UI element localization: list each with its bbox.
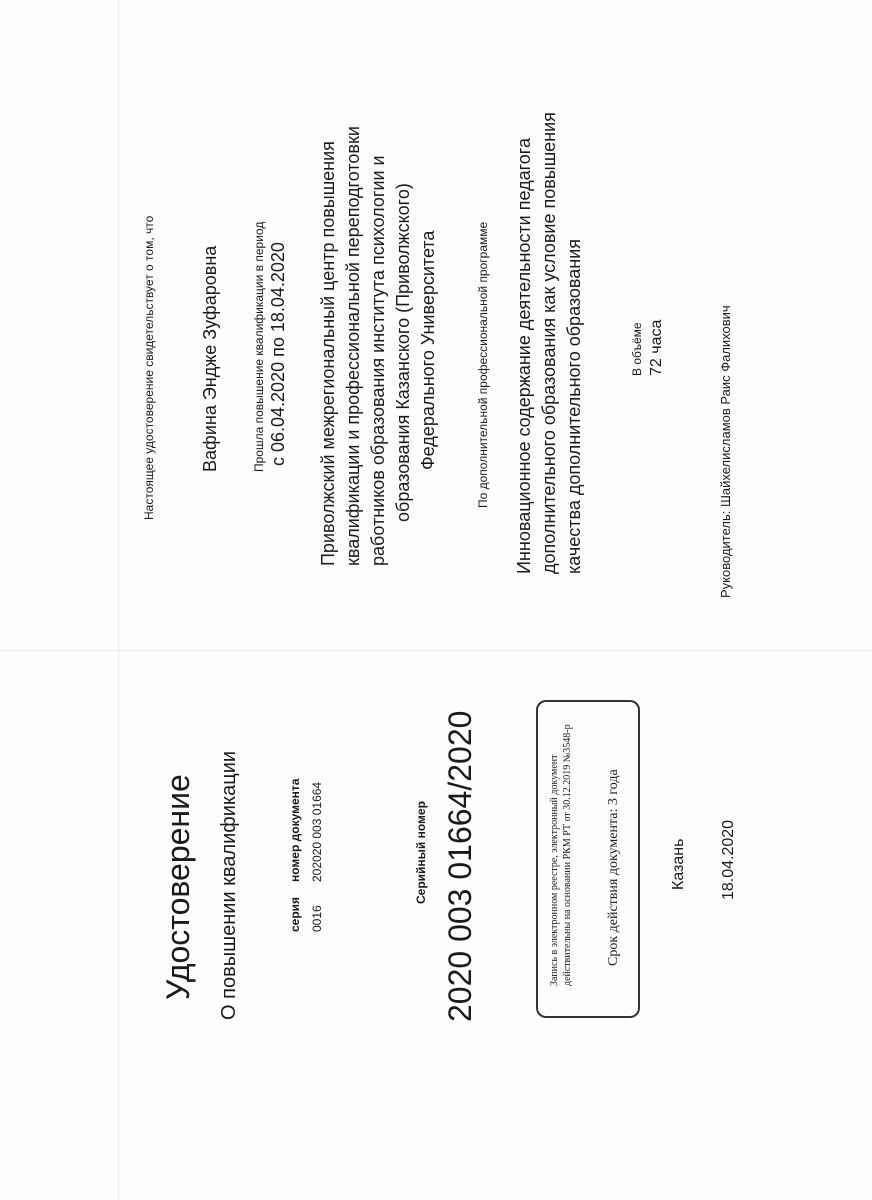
program-line: Инновационное содержание деятельности педагога: [514, 138, 534, 574]
number-value: 202020 003 01664: [310, 781, 324, 882]
serial-number: 2020 003 01664/2020: [442, 710, 478, 1022]
issue-date: 18.04.2020: [720, 819, 737, 900]
city: Казань: [670, 838, 687, 890]
series-label: серия: [288, 896, 302, 932]
stamp-validity: Срок действия документа: 3 года: [606, 769, 621, 966]
stamp-text: [548, 724, 574, 986]
program-line: качества дополнительного образования: [564, 238, 584, 574]
period-dates: с 06.04.2020 по 18.04.2020: [268, 242, 288, 466]
institution-block: [316, 126, 441, 566]
fold-line: [0, 650, 872, 651]
number-label: номер документа: [288, 778, 302, 882]
institution-line: квалификации и профессиональной переподготовки: [343, 126, 363, 566]
stamp-line: действительны на основании РКМ РТ от 30.12.2019 №3548-р: [562, 724, 573, 986]
serial-label: Серийный номер: [414, 801, 428, 904]
page-edge-line: [118, 0, 119, 1200]
institution-line: образования Казанского (Приволжского): [393, 183, 413, 522]
series-value: 0016: [310, 905, 324, 932]
director-line: Руководитель: Шайхелисламов Раис Фалихович: [718, 305, 733, 598]
doc-title: Удостоверение: [160, 774, 196, 1000]
institution-line: работников образования института психологии и: [368, 155, 388, 566]
doc-subtitle: О повышении квалификации: [218, 750, 240, 1020]
program-label: По дополнительной профессиональной программе: [476, 221, 490, 508]
volume-value: 72 часа: [648, 319, 665, 376]
recipient-name: Вафина Эндже Зуфаровна: [200, 245, 220, 472]
stamp-line: Запись в электронном реестре, электронный документ: [549, 754, 560, 986]
program-line: дополнительного образования как условие повышения: [539, 112, 559, 574]
program-title: [512, 112, 587, 574]
institution-line: Приволжский межрегиональный центр повышения: [318, 141, 338, 566]
intro-text: Настоящее удостоверение свидетельствует о том, что: [142, 215, 156, 520]
volume-label: В объёме: [630, 322, 644, 376]
institution-line: Федерального Университета: [418, 230, 438, 470]
period-label: Прошла повышение квалификации в период: [252, 221, 266, 472]
